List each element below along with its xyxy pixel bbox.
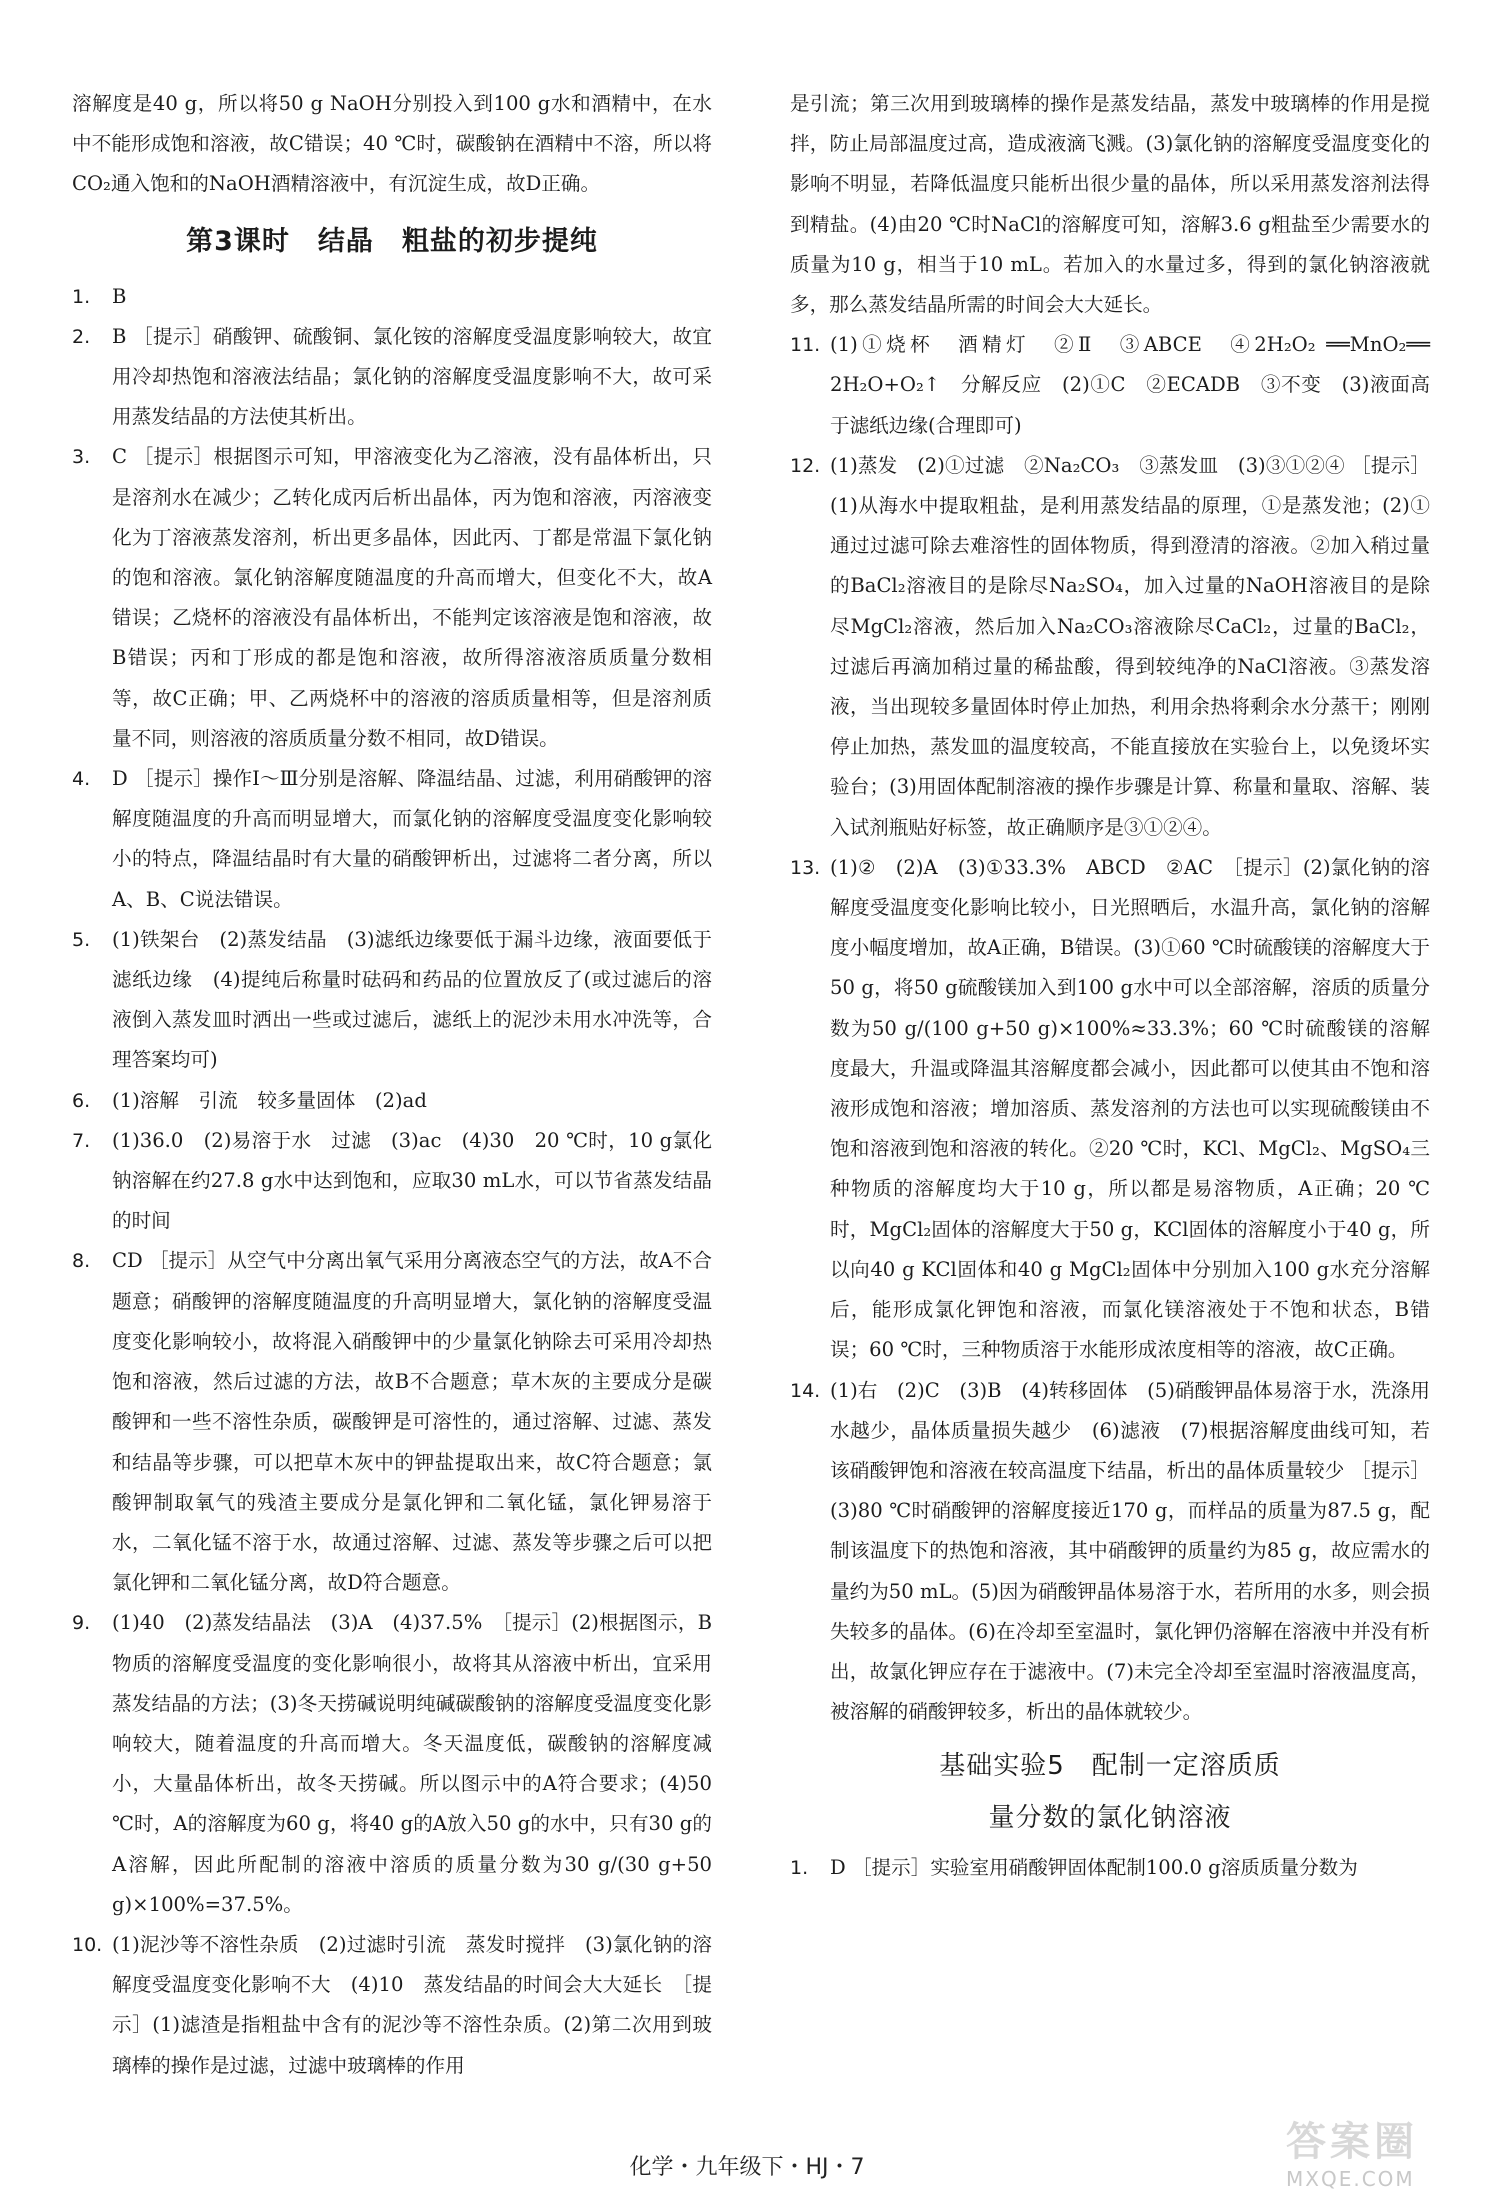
answer-item [72,1121,712,1242]
item-text: B ［提示］硝酸钾、硫酸铜、氯化铵的溶解度受温度影响较大，故宜用冷却热饱和溶液法结晶；氯化钠的溶解度受温度影响不大，故可采用蒸发结晶的方法使其析出。 [112,324,712,429]
answer-item [790,1848,1430,1888]
answer-item [72,277,712,317]
item-number: 1. [790,1857,809,1880]
left-intro-paragraph: 溶解度是40 g，所以将50 g NaOH分别投入到100 g水和酒精中，在水中不能形成饱和溶液，故C错误；40 ℃时，碳酸钠在酒精中不溶，所以将CO₂通入饱和的NaOH酒精溶液中，有沉淀生成，故D正确。 [72,92,712,196]
page-footer: 化学・九年级下・HJ・7 [629,2155,865,2180]
left-column [72,84,712,2086]
answer-item [72,1603,712,1925]
watermark-logo: 答案圈 [1286,2119,1418,2165]
answer-item [72,920,712,1081]
answer-item [72,1241,712,1603]
item-text: B [112,284,127,308]
item-text: (1)泥沙等不溶性杂质 (2)过滤时引流 蒸发时搅拌 (3)氯化钠的溶解度受温度变化影响不大 (4)10 蒸发结晶的时间会大大延长 ［提示］(1)滤渣是指粗盐中含有的泥沙等不溶性杂质。(2)第二次用到玻璃棒的操作是过滤，过滤中玻璃棒的作用 [112,1932,712,2077]
item-text: D ［提示］操作Ⅰ～Ⅲ分别是溶解、降温结晶、过滤，利用硝酸钾的溶解度随温度的升高而明显增大，而氯化钠的溶解度受温度变化影响较小的特点，降温结晶时有大量的硝酸钾析出，过滤将二者分离，所以A、B、C说法错误。 [112,767,712,911]
item-number: 5. [72,928,91,951]
experiment-title [790,1740,1430,1844]
item-number: 13. [790,856,821,879]
lesson-title: 第3课时 结晶 粗盐的初步提纯 [186,225,598,257]
item-number: 12. [790,454,821,477]
answer-item [790,325,1430,446]
right-continued-paragraph: 是引流；第三次用到玻璃棒的操作是蒸发结晶，蒸发中玻璃棒的作用是搅拌，防止局部温度过高，造成液滴飞溅。(3)氯化钠的溶解度受温度变化的影响不明显，若降低温度只能析出很少量的晶体，所以采用蒸发溶剂法得到精盐。(4)由20 ℃时NaCl的溶解度可知，溶解3.6 g粗盐至少需要水的质量为10 g，相当于10 mL。若加入的水量过多，得到的氯化钠溶液就多，那么蒸发结晶所需的时间会大大延长。 [790,92,1430,317]
item-text: D ［提示］实验室用硝酸钾固体配制100.0 g溶质质量分数为 [830,1856,1358,1880]
watermark-url: MXQE.COM [1286,2167,1415,2191]
item-number: 9. [72,1612,91,1635]
answer-item [790,446,1430,848]
item-text: (1)40 (2)蒸发结晶法 (3)A (4)37.5% ［提示］(2)根据图示，B物质的溶解度受温度的变化影响很小，故将其从溶液中析出，宜采用蒸发结晶的方法；(3)冬天捞碱说明纯碱碳酸钠的溶解度受温度变化影响较大，随着温度的升高而增大。冬天温度低，碳酸钠的溶解度减小，大量晶体析出，故冬天捞碱。所以图示中的A符合要求；(4)50 ℃时，A的溶解度为60 g，将40 g的A放入50 g的水中，只有30 g的A溶解，因此所配制的溶液中溶质的质量分数为30 g/(30 g+50 g)×100%=37.5%。 [112,1611,712,1916]
item-text: (1)溶解 引流 较多量固体 (2)ad [112,1088,427,1112]
item-text: (1)蒸发 (2)①过滤 ②Na₂CO₃ ③蒸发皿 (3)③①②④ ［提示］(1)从海水中提取粗盐，是利用蒸发结晶的原理，①是蒸发池；(2)①通过过滤可除去难溶性的固体物质，得到澄清的溶液。②加入稍过量的BaCl₂溶液目的是除尽Na₂SO₄，加入过量的NaOH溶液目的是除尽MgCl₂溶液，然后加入Na₂CO₃溶液除尽CaCl₂，过量的BaCl₂，过滤后再滴加稍过量的稀盐酸，得到较纯净的NaCl溶液。③蒸发溶液，当出现较多量固体时停止加热，利用余热将剩余水分蒸干；刚刚停止加热，蒸发皿的温度较高，不能直接放在实验台上，以免烫坏实验台；(3)用固体配制溶液的操作步骤是计算、称量和量取、溶解、装入试剂瓶贴好标签，故正确顺序是③①②④。 [830,453,1430,839]
answer-item [790,1371,1430,1733]
answer-item [790,848,1430,1371]
item-text: (1)①烧杯 酒精灯 ②Ⅱ ③ABCE ④2H₂O₂ ══MnO₂══ 2H₂O+O₂↑ 分解反应 (2)①C ②ECADB ③不变 (3)液面高于滤纸边缘(合理即可) [830,333,1430,437]
item-number: 7. [72,1129,91,1152]
item-text: (1)② (2)A (3)①33.3% ABCD ②AC ［提示］(2)氯化钠的溶解度受温度变化影响比较小，日光照晒后，水温升高，氯化钠的溶解度小幅度增加，故A正确，B错误。(3)①60 ℃时硫酸镁的溶解度大于50 g，将50 g硫酸镁加入到100 g水中可以全部溶解，溶质的质量分数为50 g/(100 g+50 g)×100%≈33.3%；60 ℃时硫酸镁的溶解度最大，升温或降温其溶解度都会减小，因此都可以使其由不饱和溶液形成饱和溶液；增加溶质、蒸发溶剂的方法也可以实现硫酸镁由不饱和溶液到饱和溶液的转化。②20 ℃时，KCl、MgCl₂、MgSO₄三种物质的溶解度均大于10 g，所以都是易溶物质，A正确；20 ℃时，MgCl₂固体的溶解度大于50 g，KCl固体的溶解度小于40 g，所以向40 g KCl固体和40 g MgCl₂固体中分别加入100 g水充分溶解后，能形成氯化钾饱和溶液，而氯化镁溶液处于不饱和状态，B错误；60 ℃时，三种物质溶于水能形成浓度相等的溶液，故C正确。 [830,855,1430,1362]
answer-item [72,437,712,759]
right-column [790,84,1430,1889]
experiment-title-line-2: 量分数的氯化钠溶液 [988,1803,1232,1834]
item-number: 8. [72,1250,91,1273]
item-number: 3. [72,446,91,469]
item-text: (1)右 (2)C (3)B (4)转移固体 (5)硝酸钾晶体易溶于水，洗涤用水越少，晶体质量损失越少 (6)滤液 (7)根据溶解度曲线可知，若该硝酸钾饱和溶液在较高温度下结晶，析出的晶体质量较少 ［提示］(3)80 ℃时硝酸钾的溶解度接近170 g，而样品的质量为87.5 g，配制该温度下的热饱和溶液，其中硝酸钾的质量约为85 g，故应需水的量约为50 mL。(5)因为硝酸钾晶体易溶于水，若所用的水多，则会损失较多的晶体。(6)在冷却至室温时，氯化钾仍溶解在溶液中并没有析出，故氯化钾应存在于滤液中。(7)未完全冷却至室温时溶液温度高，被溶解的硝酸钾较多，析出的晶体就较少。 [830,1378,1430,1724]
experiment-title-line-1: 基础实验5 配制一定溶质质 [939,1751,1281,1782]
item-number: 10. [72,1933,103,1956]
item-number: 14. [790,1379,821,1402]
answer-item [72,1925,712,2086]
item-number: 6. [72,1089,91,1112]
item-text: C ［提示］根据图示可知，甲溶液变化为乙溶液，没有晶体析出，只是溶剂水在减少；乙转化成丙后析出晶体，丙为饱和溶液，丙溶液变化为丁溶液蒸发溶剂，析出更多晶体，因此丙、丁都是常温下氯化钠的饱和溶液。氯化钠溶解度随温度的升高而增大，但变化不大，故A错误；乙烧杯的溶液没有晶体析出，不能判定该溶液是饱和溶液，故B错误；丙和丁形成的都是饱和溶液，故所得溶液溶质质量分数相等，故C正确；甲、乙两烧杯中的溶液的溶质质量相等，但是溶剂质量不同，则溶液的溶质质量分数不相同，故D错误。 [112,445,712,750]
watermark [1286,2110,1466,2190]
item-number: 11. [790,334,821,357]
item-number: 1. [72,285,91,308]
answer-item [72,759,712,920]
item-number: 4. [72,768,91,791]
item-number: 2. [72,325,91,348]
item-text: CD ［提示］从空气中分离出氧气采用分离液态空气的方法，故A不合题意；硝酸钾的溶解度随温度的升高明显增大，氯化钠的溶解度受温度变化影响较小，故将混入硝酸钾中的少量氯化钠除去可采用冷却热饱和溶液，然后过滤的方法，故B不合题意；草木灰的主要成分是碳酸钾和一些不溶性杂质，碳酸钾是可溶性的，通过溶解、过滤、蒸发和结晶等步骤，可以把草木灰中的钾盐提取出来，故C符合题意；氯酸钾制取氧气的残渣主要成分是氯化钾和二氧化锰，氯化钾易溶于水，二氧化锰不溶于水，故通过溶解、过滤、蒸发等步骤之后可以把氯化钾和二氧化锰分离，故D符合题意。 [112,1249,712,1595]
answer-item [72,317,712,438]
item-text: (1)铁架台 (2)蒸发结晶 (3)滤纸边缘要低于漏斗边缘，液面要低于滤纸边缘 (4)提纯后称量时砝码和药品的位置放反了(或过滤后的溶液倒入蒸发皿时洒出一些或过滤后，滤纸上的泥沙未用水冲洗等，合理答案均可) [112,927,712,1072]
item-text: (1)36.0 (2)易溶于水 过滤 (3)ac (4)30 20 ℃时，10 g氯化钠溶解在约27.8 g水中达到饱和，应取30 mL水，可以节省蒸发结晶的时间 [112,1128,712,1233]
answer-item [72,1081,712,1121]
